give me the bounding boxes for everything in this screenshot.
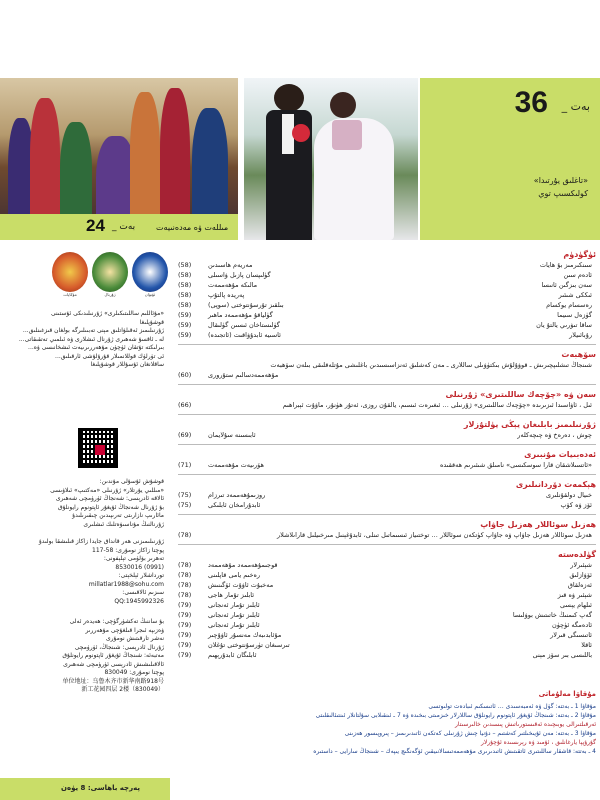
- toc-row[interactable]: ئاتىسىگى قىرلار مۇئابدىبەك مەنسۇر ئاۋۇچىر (79): [178, 631, 592, 639]
- price-label: پەرچە باھاسى: 8 يۈەن: [60, 784, 140, 792]
- subscription-info: قوشۇش ئۇسۇلى مۇندىن: «مىللىي يۇرتلار» ژۇرنىلى «مەكتىپ» ئىلاۋىسى ئالاقە ئادرېسى: شەنجاڭ ئۈرۈمچى شەھىرى بۇ ژۇرنال شەنجاڭ ئۇيغۇر ئاپتونوم رايونلۇق مائارىپ نازارىتى تەرىپىدىن چىقىرىلىدۇ ژۇرنالنىڭ مۇناسىۋەتلىك ئىشلىرى: [50, 478, 164, 528]
- honor-seal-icon: [132, 252, 168, 292]
- cover-info-line: 4 ـ بەتتە: قاشقار ساللىتىرى ئاتقىتىش ئاتىدىرىرى مۇھەممەتىسالانىيقىن ئۆگەنگىچ يىپەك – شىنجاڭ سارايى – داستىرە: [313, 748, 596, 755]
- section-divider: [178, 344, 596, 345]
- toc-row[interactable]: گەپ كىمنىڭ خاتىتىش بوۋلىسا ئابلىز تۇمار ئەنجانى (79): [178, 611, 592, 619]
- toc-row[interactable]: ئىلھام يېسى ئابلىز تۇمار ئەنجانى (79): [178, 601, 592, 609]
- sub-page-label: _ بەت: [112, 222, 136, 232]
- section-title: ئەدەبىيات مۇنبىرى: [524, 450, 596, 459]
- publisher-info: بۇ ساننىڭ تەكشۈرگۈچى: ھەيدەر ئەلى ۋەزىپە ئىجرا قىلغۇچى مۇھەررىر نەشر تارقىتىش نومۇرى ژۇرنال ئادرېسى: شىنجاڭ، ئۈرۈمچى مەتبەئە: شىنجاڭ ئۇيغۇر ئاپتونوم رايونلۇق ئالاقىلىشىش ئادرېسى ئۈرۈمچى شەھىرى پوچتا نومۇرى: 830049 单位地址：乌鲁木齐市新华南路918号 新工花园四层 2楼（830049）: [62, 618, 164, 693]
- section-title: ئۈگۈدۈم: [563, 250, 596, 259]
- cover-info-title: مۇقاۋا مەلۇماتى: [538, 690, 596, 698]
- cover-info-line: مۇقاۋا 2 ـ بەتتە: شىنجاڭ ئۇيغۇر ئاپتونوم رايونلۇق ساللارلار خىزمىتى بىخىدە ۋە 7 ـ ئىنقىلابى سۇلتانلار ئىنتىئالىقلىتى: [315, 712, 596, 719]
- sub-page-number: 24: [86, 216, 105, 235]
- toc-row[interactable]: چوش ، دەرەخ ۋە چىچەكلەر ئابىسىنە سۇلايمان (69): [178, 431, 592, 439]
- table-of-contents: [178, 250, 596, 680]
- toc-row[interactable]: ئۆز ۋە كۆپ ئابدۇرامخان ئابلىكى (75): [178, 501, 592, 509]
- toc-section-wisdom: [178, 480, 596, 510]
- section-divider: [178, 514, 596, 515]
- toc-section-literary-forum: [178, 450, 596, 470]
- toc-row[interactable]: شىنجاڭ تىشلىپچىرىش ـ قوۋۇلۇش بىكتۈۋىلى ساللارى ـ مەن كەشلىق ئەنزاسىسىدىن باغلىشى مۇتلەقلىقى بىلەن سۆھبەت: [270, 361, 592, 369]
- phone-number: (0991) 8530016: [115, 563, 164, 571]
- toc-row[interactable]: مۇھەممەدسالىم ستۇرورى (60): [178, 371, 279, 379]
- toc-row[interactable]: ئىككى شىئىر پەريدە پالتۇپ (58): [178, 291, 592, 299]
- issue-page-number: 36: [514, 86, 548, 119]
- section-divider: [178, 474, 596, 475]
- toc-row[interactable]: سىنكىرمىز بۇ ھايات مەريەم ھاسىدىن (58): [178, 261, 592, 269]
- toc-row[interactable]: ئەزەلقاق مەخبۇت ئاۋۇت ئۆگىنىش (78): [178, 581, 592, 589]
- journal-emblem-icon: [92, 252, 128, 292]
- section-title: ھەزىل سوئاللار ھەزىل جاۋاپ: [480, 520, 596, 529]
- toc-row[interactable]: رەسسام يوكسام بىلقىز تۇرسۇنتوختى (سوپى) (58): [178, 301, 592, 309]
- section-title: ژۇرنىلىمىز بابلىغان يېڭى يۈلتۇزلار: [463, 420, 596, 429]
- photo-wedding-couple: [244, 78, 418, 240]
- section-divider: [178, 544, 596, 545]
- email-address: millatlar1988@sohu.com: [88, 580, 164, 588]
- toc-section-new-stars: [178, 420, 596, 440]
- intro-text: «مۇئاللىم ساللىتىكىلرى» ژۇرنىلىدىكى ئۇستىنى قوشۇپلىغا ژۇرنىلىمىز ئەقىلۋاتلىق مېنى تەبىىلىرگە بولغان قىزغىنلىق... لە ـ ئاقسۇ شەھىرى ژۇرنال ئىشلارى ۋە ئىلمىي تەتقىقاتى... بىرلىكتە تۇتقان ئۈچۈن مۇھەررىرىيەت ئىشخانىسى ۋە... ئى تۈرلۈك قوللانمىلار قۇرۇلۇشى ئارقىلىق... ساقلانغان ئۇسۇللار قوشۇپلىغا: [18, 310, 164, 368]
- toc-row[interactable]: خىيال دولقۇنلىرى روزىمۇھەممەد تىرزام (75): [178, 491, 592, 499]
- toc-row[interactable]: شېئىر ۋە قىز ئابلىز تۇمار ھاجى (78): [178, 591, 592, 599]
- price-bar: [0, 778, 170, 800]
- toc-row[interactable]: ئادەم سىن گۈلىپسان پازىل ۋاسىلى (58): [178, 271, 592, 279]
- section-title: گۈلدەستە: [558, 550, 596, 559]
- toc-row[interactable]: باللىسى بىر سۆز مېنى ئابلىگان ئابدۇرېھىم (79): [178, 651, 592, 659]
- toc-row[interactable]: رۇبائىيلار ئاسىيە ئابدۇۋاقىت (ئاتجىدە) (59): [178, 331, 592, 339]
- toc-row[interactable]: ئاقلا تىرسىغان تۈرسۇنتوختى تۇغلان (79): [178, 641, 592, 649]
- toc-section-interview: [178, 350, 596, 380]
- toc-row[interactable]: «ئاتسىلاشقان قارا سوسكىسى» نامىلق شىئىرىم ھەققىدە ھۆرىيەت مۇھەممەت (71): [178, 461, 592, 469]
- section-title: سۆھبەت: [561, 350, 596, 359]
- section-title: سەن ۋە «چۆچەك ساللىتىرى» ژۇرنىلى: [445, 390, 596, 399]
- cover-info-line: ئەرقىلتىرالى يوبىچىدە ئەقىستورىاتىش پىسىدىن خالىرسىتار: [455, 721, 596, 728]
- contact-info: ژۇرنىلىمىزنى ھەر قانداق جايدا زاكاز قىلىشقا بولىدۇ پوچتا زاكاز نومۇرى: 58-117 تەھرىر بۆلۈمى تېلېفونى: (0991) 8530016 تورداشلار ئېلخېتى: millatlar1988@sohu.com سىزىم ئالاقىسى: QQ:1945992326: [4, 538, 164, 606]
- toc-row[interactable]: ئىل ، ئاۋاسىدا ئىزىرىدە «چۆچەك ساللىتىرى» ژۇرنىلى … ئىغىرەت ئىسىم، يالقۇن روزى، ئەتۇر ھۈنۇر، ماۋۇت ئېبراھىم (66): [178, 401, 592, 409]
- qr-code-icon[interactable]: [78, 428, 118, 468]
- toc-row[interactable]: ئادەمگە ئۈچۈن ئابلىز تۇمار ئەنجانى (79): [178, 621, 592, 629]
- cover-information: [178, 690, 596, 800]
- cover-info-line: گۇرۇپپا يارغانلىق ، ئۇمىد ۋە رېرىسىدە ئۇچۇرلار: [480, 739, 596, 746]
- cover-photos: [0, 0, 600, 240]
- cover-info-line: مۇقاۋا 3 ـ بەتتە: مەن ئۇيىخىلتىر كەشتىم – دۇنيا چىش ژۇرنىلى كەتكەن ئاتىدىرىمىز – پىروپىسور ھەزىنى: [344, 730, 596, 737]
- award-medal-icon: [52, 252, 88, 292]
- publication-info-column: [0, 250, 170, 800]
- toc-row[interactable]: گۈزەل سىيما گۈلياقۇ مۇھەممەد ماھىر (59): [178, 311, 592, 319]
- toc-row[interactable]: شېئىرلار قوجىمۇھەممەد مۇھەممەد (78): [178, 561, 592, 569]
- issue-caption: «تاغلىق يۇرتىدا» كولىكسىپ توي: [533, 176, 588, 198]
- award-logos: مۇكاپات ژۇرنال ئۇنۋان: [52, 252, 172, 304]
- toc-row[interactable]: ئۆۋازلىق رەخىم يامى قاپلىنى (78): [178, 571, 592, 579]
- toc-section-poetry: [178, 250, 596, 340]
- toc-section-humor: [178, 520, 596, 540]
- issue-page-label: _ بەت: [561, 100, 590, 113]
- sub-page-title: مىللەت ۋە مەدەنىيەت: [156, 223, 229, 232]
- section-title: ھېكمەت دۆردانىلىرى: [515, 480, 596, 489]
- toc-row[interactable]: سەن بىزگىن ئانىسا مالىكە مۇھەممەت (58): [178, 281, 592, 289]
- issue-highlight-box: [420, 78, 600, 240]
- section-divider: [178, 414, 596, 415]
- toc-row[interactable]: ساقا تىۋرىي يالتۇ يان گۈلىستاخان ئىسىن گۈلىقال (59): [178, 321, 592, 329]
- qq-number: QQ:1945992326: [114, 597, 164, 605]
- cover-info-line: مۇقاۋا 1 ـ بەتتە: گۈل ۋە ئەمبەسىدى … ئاتىسكىم ئىبادەت تولىوتسى: [428, 703, 596, 710]
- toc-row[interactable]: ھەزىل سوئاللار ھەزىل جاۋاپ ۋە جاۋاپ كۈتكەن سوئاللار … توختىياز ئىسىماتىل تىنلى، ئابدۇغېنىل مىرخىيلىل قاراىلاشلار (78): [178, 531, 592, 539]
- section-divider: [178, 444, 596, 445]
- sub-caption-bar: [0, 214, 238, 240]
- toc-section-journal: [178, 390, 596, 410]
- section-divider: [178, 384, 596, 385]
- toc-section-bouquet: [178, 550, 596, 660]
